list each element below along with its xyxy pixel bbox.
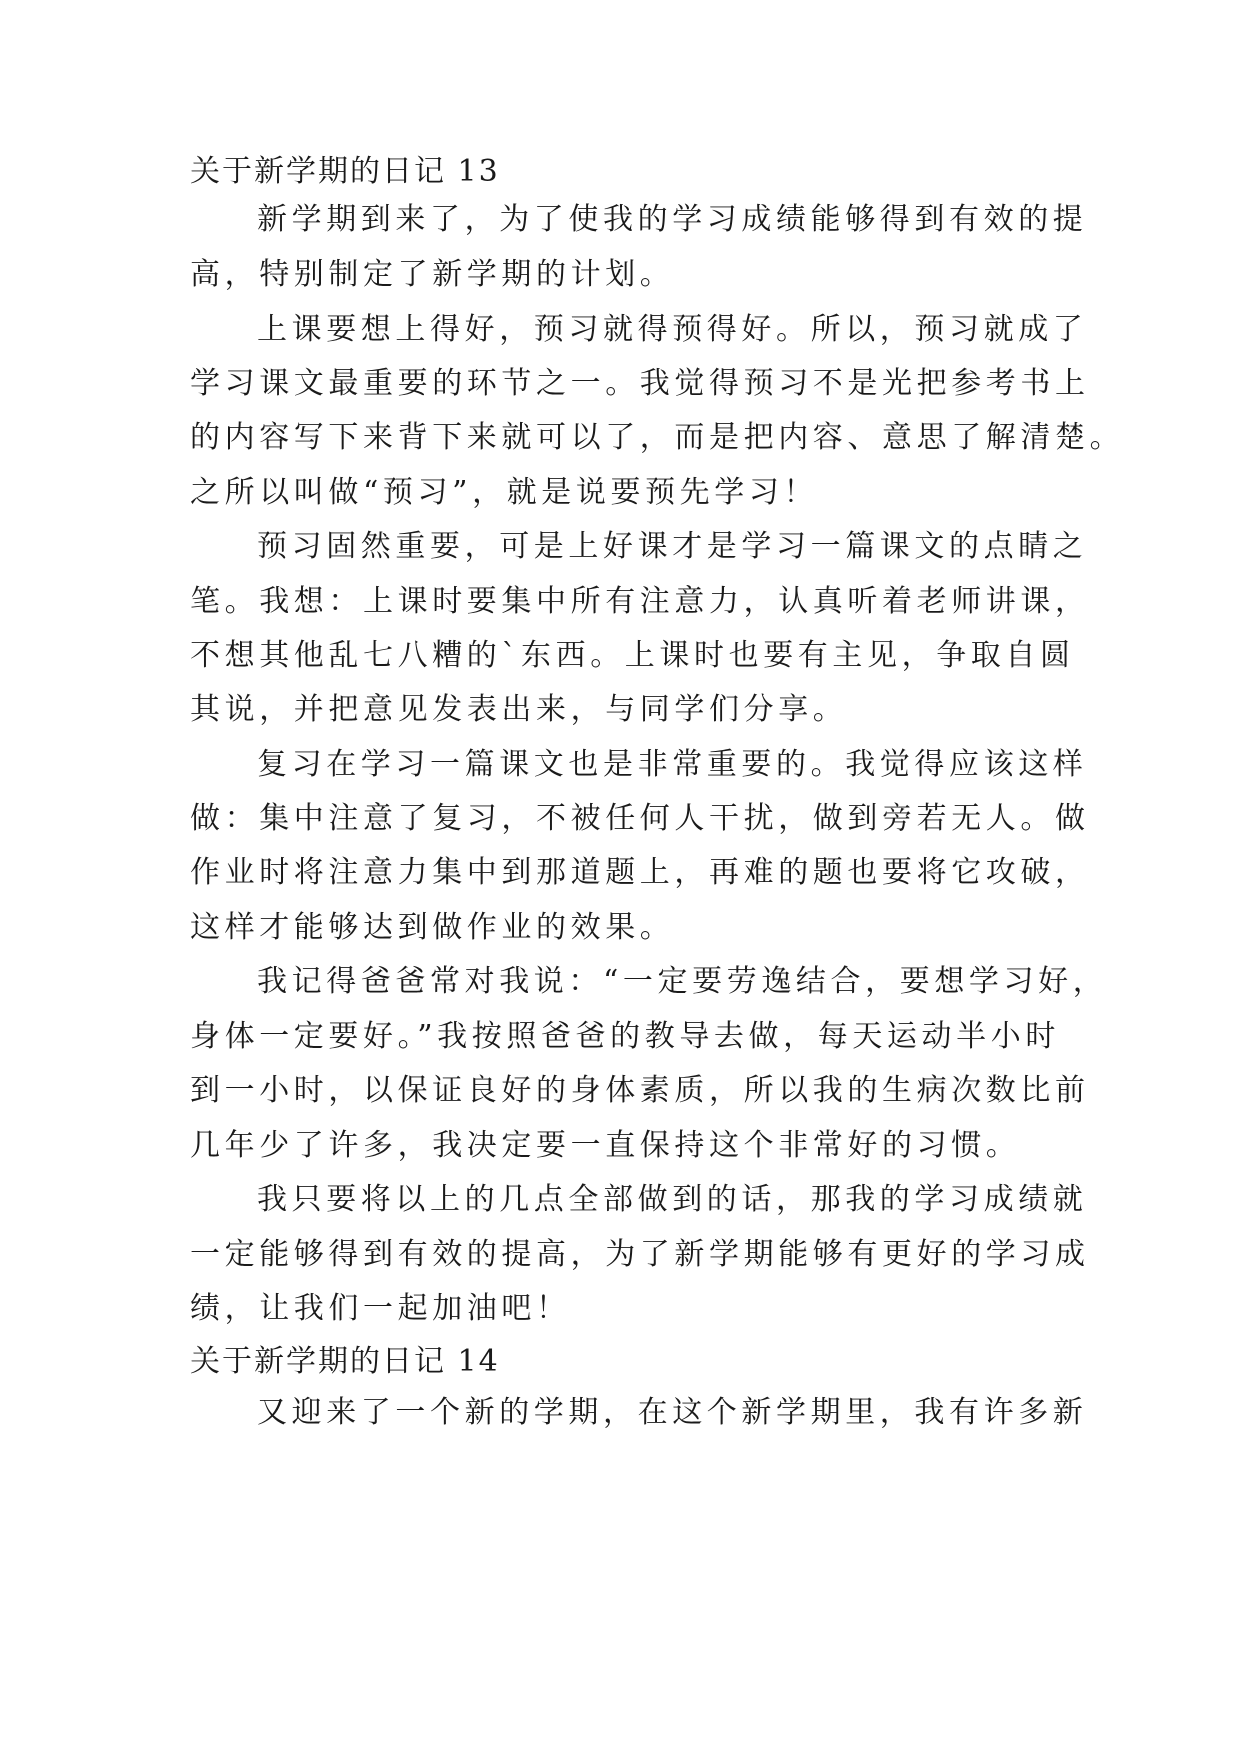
paragraph-line: 新学期到来了，为了使我的学习成绩能够得到有效的提 (257, 202, 1088, 237)
paragraph-line: 我记得爸爸常对我说：“一定要劳逸结合，要想学习好， (257, 964, 1108, 999)
paragraph-line: 做：集中注意了复习，不被任何人干扰，做到旁若无人。做 (190, 801, 1090, 836)
paragraph-line: 又迎来了一个新的学期，在这个新学期里，我有许多新 (257, 1395, 1088, 1430)
paragraph-line: 复习在学习一篇课文也是非常重要的。我觉得应该这样 (257, 747, 1088, 782)
paragraph-line: 其说，并把意见发表出来，与同学们分享。 (190, 692, 848, 727)
paragraph-line: 一定能够得到有效的提高，为了新学期能够有更好的学习成 (190, 1237, 1090, 1272)
paragraph-line: 上课要想上得好，预习就得预得好。所以，预习就成了 (257, 312, 1088, 347)
paragraph-line: 几年少了许多，我决定要一直保持这个非常好的习惯。 (190, 1128, 1021, 1163)
paragraph-line: 绩，让我们一起加油吧！ (190, 1291, 571, 1326)
diary-heading-13: 关于新学期的日记 13 (190, 154, 500, 189)
paragraph-line: 我只要将以上的几点全部做到的话，那我的学习成绩就 (257, 1182, 1088, 1217)
paragraph-line: 作业时将注意力集中到那道题上，再难的题也要将它攻破， (190, 855, 1090, 890)
diary-heading-14: 关于新学期的日记 14 (190, 1344, 500, 1379)
paragraph-line: 的内容写下来背下来就可以了，而是把内容、意思了解清楚。 (190, 420, 1125, 455)
paragraph-line: 之所以叫做“预习”，就是说要预先学习！ (190, 475, 819, 510)
paragraph-line: 到一小时，以保证良好的身体素质，所以我的生病次数比前 (190, 1073, 1090, 1108)
paragraph-line: 高，特别制定了新学期的计划。 (190, 257, 675, 292)
paragraph-line: 这样才能够达到做作业的效果。 (190, 910, 675, 945)
paragraph-line: 预习固然重要，可是上好课才是学习一篇课文的点睛之 (257, 529, 1088, 564)
paragraph-line: 不想其他乱七八糟的`东西。上课时也要有主见，争取自圆 (190, 638, 1075, 673)
paragraph-line: 身体一定要好。”我按照爸爸的教导去做，每天运动半小时 (190, 1019, 1060, 1054)
paragraph-line: 笔。我想：上课时要集中所有注意力，认真听着老师讲课， (190, 584, 1090, 619)
paragraph-line: 学习课文最重要的环节之一。我觉得预习不是光把参考书上 (190, 366, 1090, 401)
